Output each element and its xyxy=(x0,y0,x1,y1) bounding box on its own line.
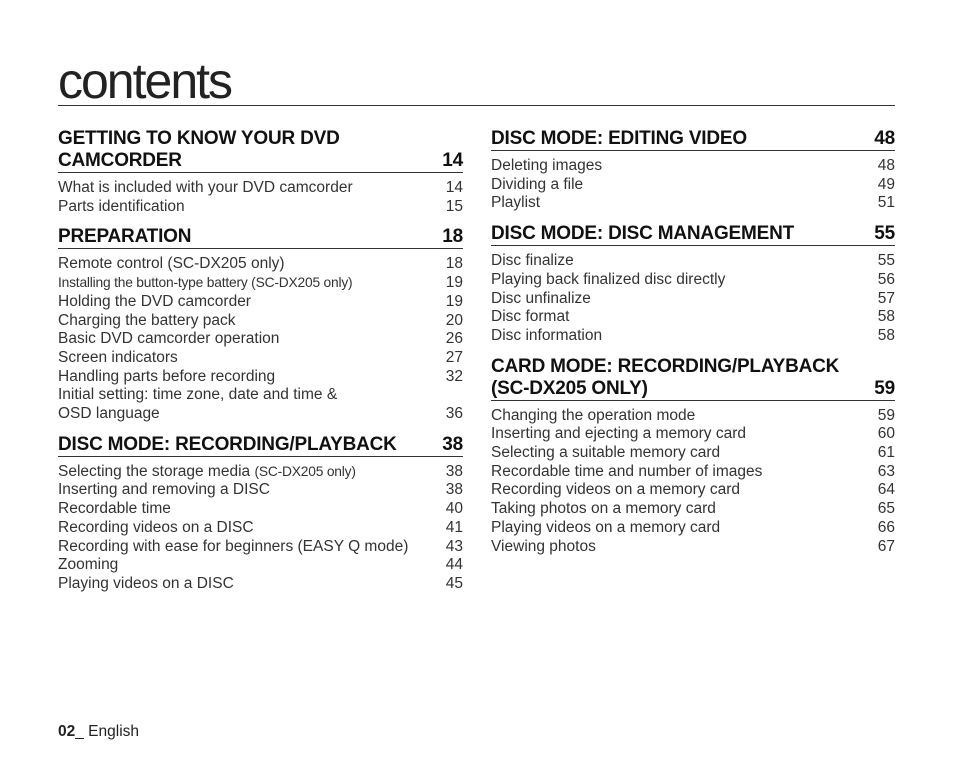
section-heading[interactable] xyxy=(491,128,895,151)
entry-page: 20 xyxy=(445,311,463,329)
toc-section-disc-editing xyxy=(491,128,895,213)
entry-page: 45 xyxy=(445,574,463,592)
entry-label xyxy=(58,463,356,482)
entry-label-small: (SC-DX205 only) xyxy=(254,463,356,479)
entry-label: Inserting and removing a DISC xyxy=(58,481,270,499)
entry-label: Zooming xyxy=(58,556,119,574)
section-heading[interactable] xyxy=(58,226,463,249)
entry-label: Inserting and ejecting a memory card xyxy=(491,425,747,443)
entry-label: Recording with ease for beginners (EASY Q mode) xyxy=(58,537,409,555)
page-footer xyxy=(58,723,139,741)
toc-right-column xyxy=(491,128,895,566)
toc-entry[interactable] xyxy=(58,538,463,557)
entry-label: Recordable time xyxy=(58,500,171,518)
entry-page: 49 xyxy=(877,175,895,193)
entry-page: 48 xyxy=(877,157,895,174)
section-page-number: 18 xyxy=(442,226,463,248)
toc-entry[interactable] xyxy=(58,330,463,349)
toc-left-column xyxy=(58,128,463,604)
section-heading[interactable] xyxy=(58,128,463,173)
entry-page: 64 xyxy=(877,481,895,499)
entry-page: 57 xyxy=(877,289,895,307)
entry-page: 14 xyxy=(445,179,463,196)
entry-page: 65 xyxy=(877,500,895,518)
toc-entry[interactable] xyxy=(491,252,895,271)
toc-entry[interactable] xyxy=(491,463,895,482)
entry-page: 19 xyxy=(445,274,463,292)
entry-page: 59 xyxy=(877,406,895,424)
entry-label: OSD language xyxy=(58,405,160,423)
entry-page: 58 xyxy=(877,308,895,326)
section-heading-text: CARD MODE: RECORDING/PLAYBACK xyxy=(491,355,840,377)
section-heading-text: CAMCORDER xyxy=(58,150,182,171)
toc-entry[interactable] xyxy=(491,538,895,557)
entry-page: 66 xyxy=(877,518,895,536)
entry-page: 44 xyxy=(445,556,463,574)
entry-page: 27 xyxy=(445,348,463,366)
entry-page: 43 xyxy=(445,537,463,555)
entry-label: Remote control (SC-DX205 only) xyxy=(58,255,285,273)
section-heading-text: (SC-DX205 ONLY) xyxy=(491,377,648,399)
entry-page: 15 xyxy=(445,197,463,215)
toc-section-disc-management xyxy=(491,223,895,346)
section-heading-text: DISC MODE: RECORDING/PLAYBACK xyxy=(58,433,397,455)
entry-label: Disc finalize xyxy=(491,252,574,270)
entry-label: Playing back finalized disc directly xyxy=(491,270,726,288)
title-divider xyxy=(58,105,895,106)
toc-entry[interactable] xyxy=(58,198,463,217)
toc-entry[interactable] xyxy=(491,290,895,309)
section-page-number: 59 xyxy=(874,377,895,399)
entry-page: 58 xyxy=(877,326,895,344)
section-page-number: 14 xyxy=(442,150,463,171)
toc-entry[interactable] xyxy=(58,575,463,594)
toc-entry[interactable] xyxy=(491,194,895,213)
toc-entry[interactable] xyxy=(58,312,463,331)
entry-label: Parts identification xyxy=(58,197,185,215)
entry-label: Playing videos on a DISC xyxy=(58,574,234,592)
entry-page: 51 xyxy=(877,194,895,212)
toc-entry[interactable] xyxy=(58,255,463,274)
entry-label: Recording videos on a DISC xyxy=(58,518,254,536)
entry-label: Disc information xyxy=(491,326,603,344)
section-heading-text: GETTING TO KNOW YOUR DVD xyxy=(58,128,340,149)
section-heading-text: PREPARATION xyxy=(58,226,192,248)
toc-entry[interactable] xyxy=(491,519,895,538)
toc-section-getting-to-know xyxy=(58,128,463,216)
entry-page: 63 xyxy=(877,462,895,480)
entry-page: 36 xyxy=(445,405,463,423)
toc-entry[interactable] xyxy=(491,500,895,519)
toc-entry[interactable] xyxy=(491,425,895,444)
entry-label: Screen indicators xyxy=(58,348,178,366)
toc-entry[interactable] xyxy=(491,444,895,463)
entry-page: 32 xyxy=(445,367,463,385)
toc-entry[interactable] xyxy=(491,271,895,290)
entry-label: Dividing a file xyxy=(491,175,584,193)
toc-section-preparation xyxy=(58,226,463,423)
section-heading-text: DISC MODE: EDITING VIDEO xyxy=(491,128,747,149)
section-page-number: 48 xyxy=(874,128,895,149)
entry-page: 67 xyxy=(877,537,895,555)
toc-entry[interactable] xyxy=(491,157,895,176)
entry-label: Playlist xyxy=(491,194,541,212)
toc-entry[interactable] xyxy=(58,519,463,538)
footer-page-number: 02 xyxy=(58,723,76,740)
entry-page: 40 xyxy=(445,500,463,518)
toc-entry[interactable] xyxy=(58,293,463,312)
entry-label: Playing videos on a memory card xyxy=(491,518,721,536)
entry-page: 60 xyxy=(877,425,895,443)
entry-label: Charging the battery pack xyxy=(58,311,236,329)
entry-page: 26 xyxy=(445,330,463,348)
toc-entry[interactable] xyxy=(491,308,895,327)
entry-page: 19 xyxy=(445,292,463,310)
section-page-number: 55 xyxy=(874,223,895,245)
toc-entry[interactable] xyxy=(58,386,463,423)
entry-page: 55 xyxy=(877,252,895,270)
entry-page: 41 xyxy=(445,518,463,536)
toc-entry[interactable] xyxy=(58,349,463,368)
toc-entry[interactable] xyxy=(58,500,463,519)
toc-entry[interactable] xyxy=(58,463,463,482)
toc-entry[interactable] xyxy=(491,481,895,500)
entry-label: Taking photos on a memory card xyxy=(491,500,716,518)
entry-page: 38 xyxy=(445,462,463,480)
entry-label: Viewing photos xyxy=(491,537,596,555)
toc-section-card-mode xyxy=(491,356,895,557)
entry-label: What is included with your DVD camcorder xyxy=(58,179,353,196)
entry-label: Selecting a suitable memory card xyxy=(491,444,721,462)
entry-label: Installing the button-type battery (SC-DX205 only) xyxy=(58,275,353,291)
entry-page: 61 xyxy=(877,444,895,462)
section-heading-text: DISC MODE: DISC MANAGEMENT xyxy=(491,223,795,245)
entry-label: Holding the DVD camcorder xyxy=(58,292,251,310)
entry-label: Recordable time and number of images xyxy=(491,462,763,480)
entry-label: Handling parts before recording xyxy=(58,367,276,385)
entry-label: Initial setting: time zone, date and time & xyxy=(58,386,338,404)
toc-entry[interactable] xyxy=(58,481,463,500)
section-heading[interactable] xyxy=(58,434,463,457)
entry-label: Disc unfinalize xyxy=(491,289,591,307)
toc-entry[interactable] xyxy=(491,176,895,195)
entry-label: Changing the operation mode xyxy=(491,406,696,424)
entry-label: Disc format xyxy=(491,308,570,326)
entry-label-main: Selecting the storage media xyxy=(58,462,255,480)
section-page-number: 38 xyxy=(442,433,463,455)
toc-entry[interactable] xyxy=(58,368,463,387)
toc-entry[interactable] xyxy=(58,179,463,198)
entry-label: Deleting images xyxy=(491,157,603,174)
page-title: contents xyxy=(58,53,232,109)
entry-page: 38 xyxy=(445,481,463,499)
toc-entry[interactable] xyxy=(58,274,463,293)
footer-language: _ English xyxy=(75,723,140,740)
section-heading[interactable] xyxy=(491,223,895,246)
toc-entry[interactable] xyxy=(58,556,463,575)
entry-label: Basic DVD camcorder operation xyxy=(58,330,280,348)
section-heading[interactable] xyxy=(491,356,895,401)
toc-section-disc-recording xyxy=(58,434,463,594)
toc-entry[interactable] xyxy=(491,407,895,426)
toc-entry[interactable] xyxy=(491,327,895,346)
entry-page: 18 xyxy=(445,255,463,273)
entry-page: 56 xyxy=(877,270,895,288)
entry-label: Recording videos on a memory card xyxy=(491,481,740,499)
